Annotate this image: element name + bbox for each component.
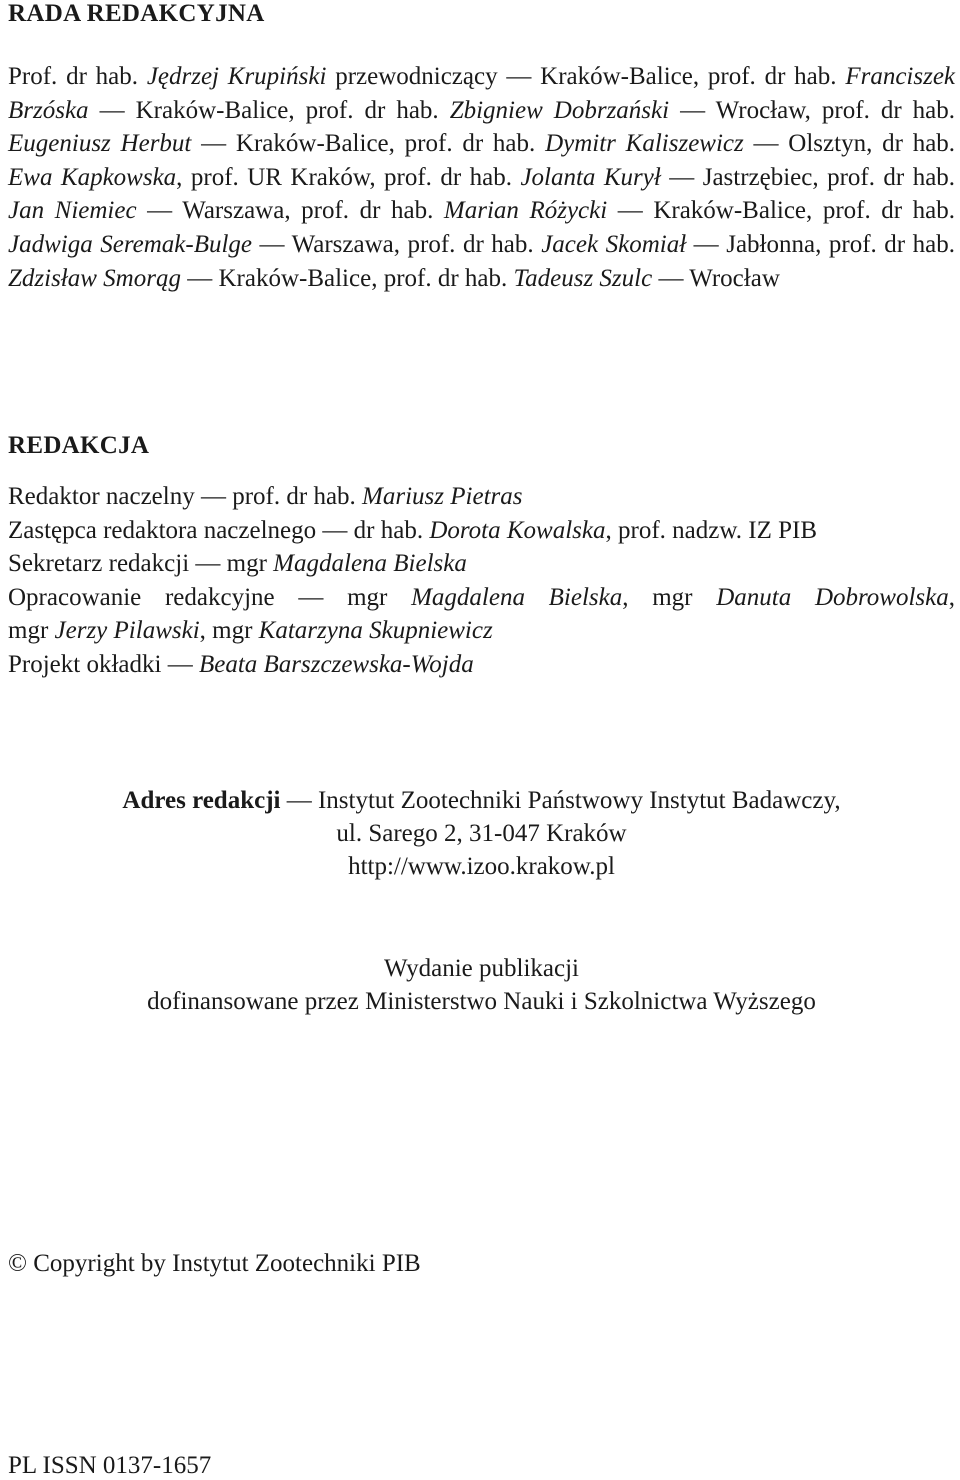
board-member: prof. dr hab. Jacek Skomiał — Jabłonna, <box>407 230 822 258</box>
secretary-line: Sekretarz redakcji — mgr Magdalena Bielska <box>8 550 467 578</box>
editorial-heading: REDAKCJA <box>8 432 150 459</box>
funding-line-1: Wydanie publikacji <box>384 955 579 982</box>
editorial-staff <box>8 480 955 682</box>
deputy-editor-line: Zastępca redaktora naczelnego — dr hab. Dorota Kowalska, prof. nadzw. IZ PIB <box>8 516 818 544</box>
address-block <box>8 784 955 883</box>
cover-design-line: Projekt okładki — Beata Barszczewska-Wojda <box>8 650 474 678</box>
board-member: prof. dr hab. Tadeusz Szulc — Wrocław <box>383 264 780 292</box>
funding-line-2: dofinansowane przez Ministerstwo Nauki i Szkolnictwa Wyższego <box>147 988 816 1015</box>
address-url[interactable]: http://www.izoo.krakow.pl <box>348 853 615 880</box>
board-member: dr hab. Ewa Kapkowska, prof. UR Kraków, <box>8 130 956 191</box>
board-member: prof. dr hab. Franciszek Brzóska — Kraków-Balice, <box>8 63 956 124</box>
board-member: prof. dr hab. Jadwiga Seremak-Bulge — Warszawa, <box>8 197 956 258</box>
board-member: prof. dr hab. Dymitr Kaliszewicz — Olsztyn, <box>404 130 873 158</box>
board-member: prof. dr hab. Zdzisław Smorąg — Kraków-Balice, <box>8 230 956 292</box>
board-member: prof. dr hab. Jolanta Kurył — Jastrzębiec, <box>384 163 819 191</box>
board-member: prof. dr hab. Marian Różycki — Kraków-Balice, <box>301 197 813 225</box>
board-member: prof. dr hab. Jan Niemiec — Warszawa, <box>8 163 956 225</box>
editor-in-chief-line: Redaktor naczelny — prof. dr hab. Mariusz Pietras <box>8 483 523 510</box>
board-member: prof. dr hab. Eugeniusz Herbut — Kraków-Balice, <box>8 96 956 158</box>
board-heading: RADA REDAKCYJNA <box>8 0 265 27</box>
funding-block <box>8 952 955 1018</box>
issn-number: PL ISSN 0137-1657 <box>8 1452 212 1479</box>
address-institution: Instytut Zootechniki Państwowy Instytut Badawczy, <box>317 787 841 814</box>
address-label: Adres redakcji <box>122 787 281 814</box>
editing-line: Opracowanie redakcyjne — mgr Magdalena Bielska, mgr Danuta Dobrowolska, <box>8 583 955 611</box>
board-member: Prof. dr hab. Jędrzej Krupiński przewodniczący — Kraków-Balice, <box>8 63 700 90</box>
board-members-paragraph <box>8 60 955 295</box>
board-member: prof. dr hab. Zbigniew Dobrzański — Wrocław, <box>305 96 811 124</box>
address-institution-line: Adres redakcji — Instytut Zootechniki Państwowy Instytut Badawczy, <box>122 787 841 814</box>
copyright-notice: © Copyright by Instytut Zootechniki PIB <box>8 1250 421 1277</box>
address-street: ul. Sarego 2, 31-047 Kraków <box>336 820 627 847</box>
editing-line-continued: mgr Jerzy Pilawski, mgr Katarzyna Skupniewicz <box>8 617 493 645</box>
